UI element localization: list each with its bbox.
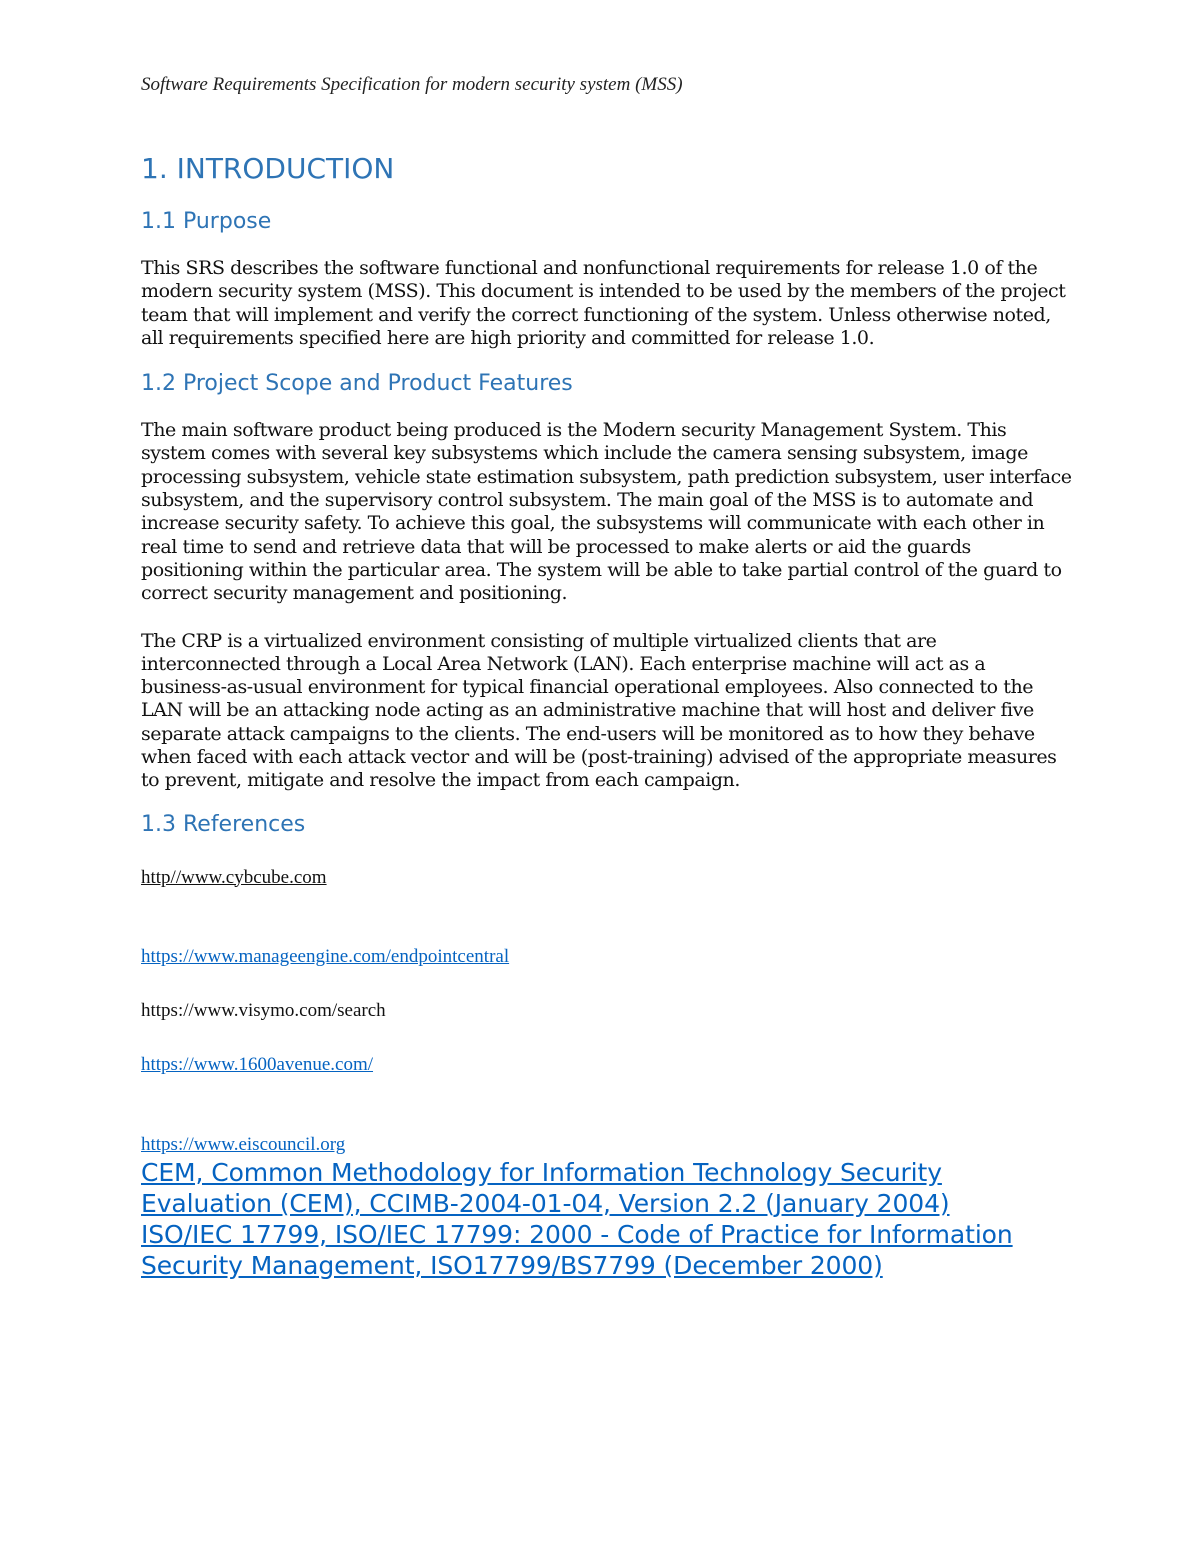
references-heading: 1.3 References [141, 811, 306, 837]
reference-link-cybcube[interactable]: http//www.cybcube.com [141, 866, 327, 888]
running-header: Software Requirements Specification for modern security system (MSS) [141, 74, 683, 95]
reference-link-iso[interactable]: ISO/IEC 17799, ISO/IEC 17799: 2000 - Code of Practice for Information Security Management, ISO17799/BS7799 (December 2000) [141, 1219, 1013, 1280]
scope-heading: 1.2 Project Scope and Product Features [141, 371, 573, 397]
purpose-paragraph: This SRS describes the software functional and nonfunctional requirements for release 1.0 of the modern security system (MSS). This document is intended to be used by the members of the project team that will implement and verify the correct functioning of the system. Unless otherwise noted, all requirements specified here are high priority and committed for release 1.0. [141, 257, 1066, 349]
purpose-heading: 1.1 Purpose [141, 209, 272, 234]
introduction-heading: 1. INTRODUCTION [141, 152, 395, 185]
scope-paragraph-2: The CRP is a virtualized environment consisting of multiple virtualized clients that are interconnected through a Local Area Network (LAN). Each enterprise machine will act as a business-as-usual environment for typical financial operational employees. Also connected to the LAN will be an attacking node acting as an administrative machine that will host and deliver five separate attack campaigns to the clients. The end-users will be monitored as to how they behave when faced with each attack vector and will be (post-training) advised of the appropriate measures to prevent, mitigate and resolve the impact from each campaign. [141, 629, 1057, 792]
reference-link-cem[interactable]: CEM, Common Methodology for Information Technology Security Evaluation (CEM), CCIMB-2004-01-04, Version 2.2 (January 2004) [141, 1157, 950, 1218]
reference-link-eiscouncil[interactable]: https://www.eiscouncil.org [141, 1133, 346, 1155]
reference-link-manageengine[interactable]: https://www.manageengine.com/endpointcentral [141, 945, 510, 967]
reference-link-1600avenue[interactable]: https://www.1600avenue.com/ [141, 1053, 374, 1075]
page-content [141, 72, 1076, 1281]
reference-text-visymo: https://www.visymo.com/search [141, 999, 386, 1021]
scope-paragraph-1: The main software product being produced is the Modern security Management System. This system comes with several key subsystems which include the camera sensing subsystem, image processing subsystem, vehicle state estimation subsystem, path prediction subsystem, user interface subsystem, and the supervisory control subsystem. The main goal of the MSS is to automate and increase security safety. To achieve this goal, the subsystems will communicate with each other in real time to send and retrieve data that will be processed to make alerts or aid the guards positioning within the particular area. The system will be able to take partial control of the guard to correct security management and positioning. [141, 419, 1072, 605]
